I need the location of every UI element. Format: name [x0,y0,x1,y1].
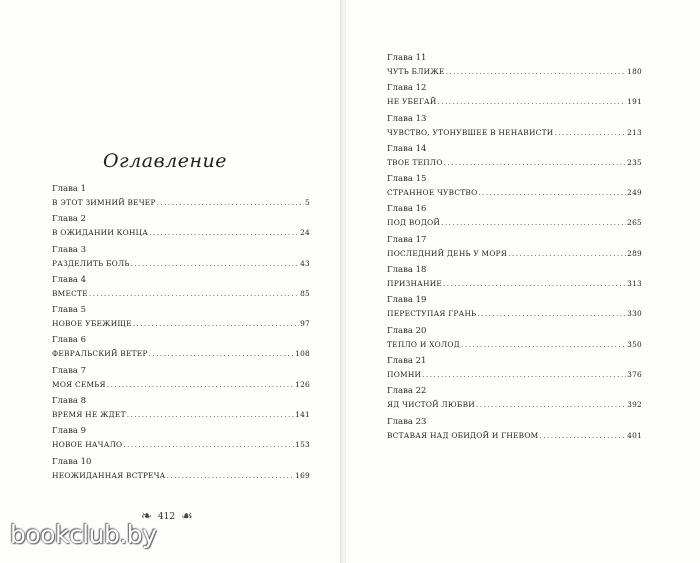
chapter-page: 126 [295,379,310,389]
chapter-row [52,288,310,299]
chapter-row [52,227,310,238]
toc-entry [387,204,642,234]
toc-entry [387,235,642,265]
chapter-number: Глава 16 [387,204,427,215]
chapter-number: Глава 20 [387,325,427,336]
chapter-number: Глава 6 [52,335,87,346]
chapter-number: Глава 4 [52,274,87,285]
dot-leader [461,339,626,350]
chapter-number: Глава 2 [52,214,87,225]
chapter-number: Глава 14 [387,143,427,154]
chapter-number: Глава 21 [387,355,427,366]
toc-title: Оглавление [102,150,227,172]
toc-entry [52,184,310,214]
chapter-title: ТВОЕ ТЕПЛО [387,157,443,167]
page-number: 412 [157,511,176,522]
chapter-number: Глава 18 [387,265,427,276]
chapter-title: МОЯ СЕМЬЯ [52,379,106,389]
dot-leader [554,127,626,138]
dot-leader [422,369,626,380]
chapter-title: РАЗДЕЛИТЬ БОЛЬ [52,258,130,268]
toc-entry [52,275,310,305]
dot-leader [476,399,626,410]
chapter-number: Глава 10 [52,456,92,467]
toc-entry [387,326,642,356]
chapter-title: НЕ УБЕГАЙ [387,97,437,107]
dot-leader [107,379,294,390]
chapter-row [387,248,642,259]
chapter-row [387,308,642,319]
chapter-number: Глава 7 [52,365,87,376]
chapter-row [387,217,642,228]
chapter-row [52,318,310,329]
chapter-title: ПОСЛЕДНИЙ ДЕНЬ У МОРЯ [387,248,508,258]
chapter-number: Глава 17 [387,234,427,245]
chapter-page: 235 [627,157,642,167]
chapter-title: ПОД ВОДОЙ [387,218,441,228]
chapter-page: 249 [627,188,642,198]
dot-leader [149,348,294,359]
toc-entry [387,417,642,447]
chapter-title: ЯД ЧИСТОЙ ЛЮБВИ [387,400,475,410]
dot-leader [478,187,626,198]
chapter-row [52,258,310,269]
toc-entry [387,265,642,295]
chapter-page: 24 [300,228,310,238]
toc-entry [387,144,642,174]
dot-leader [157,197,304,208]
chapter-title: ФЕВРАЛЬСКИЙ ВЕТЕР [52,349,148,359]
toc-entry [52,457,310,487]
dot-leader [477,308,626,319]
dot-leader [167,470,295,481]
chapter-row [387,278,642,289]
chapter-page: 330 [627,309,642,319]
chapter-title: ТЕПЛО И ХОЛОД [387,339,460,349]
toc-entry [387,83,642,113]
toc-entry [387,174,642,204]
dot-leader [446,66,627,77]
chapter-title: В ОЖИДАНИИ КОНЦА [52,228,149,238]
toc-entry [387,386,642,416]
dot-leader [444,157,626,168]
chapter-page: 265 [627,218,642,228]
chapter-row [52,409,310,420]
dot-leader [123,439,294,450]
toc-entry [387,295,642,325]
toc-list-right [387,53,642,447]
chapter-row [387,339,642,350]
chapter-page: 97 [300,319,310,329]
chapter-number: Глава 11 [387,53,427,63]
chapter-row [387,157,642,168]
dot-leader [508,248,626,259]
chapter-page: 376 [627,369,642,379]
chapter-row [387,127,642,138]
watermark: bookclub.by [10,520,157,549]
dot-leader [443,278,626,289]
toc-entry [52,305,310,335]
chapter-page: 153 [295,440,310,450]
chapter-page: 401 [627,430,642,440]
chapter-number: Глава 22 [387,386,427,397]
toc-entry [52,245,310,275]
chapter-page: 43 [300,258,310,268]
dot-leader [441,217,626,228]
ornament-right-icon: ☙ [181,509,193,524]
dot-leader [540,430,627,441]
chapter-number: Глава 9 [52,426,87,437]
toc-list-left [52,184,310,487]
toc-entry [52,426,310,456]
chapter-title: ВМЕСТЕ [52,288,88,298]
chapter-row [387,430,642,441]
chapter-title: ПЕРЕСТУПАЯ ГРАНЬ [387,309,477,319]
chapter-number: Глава 12 [387,83,427,94]
chapter-page: 350 [627,339,642,349]
chapter-title: В ЭТОТ ЗИМНИЙ ВЕЧЕР [52,198,156,207]
toc-entry [387,53,642,83]
dot-leader [133,318,299,329]
chapter-number: Глава 13 [387,113,427,124]
chapter-title: НОВОЕ НАЧАЛО [52,440,123,450]
toc-entry [52,366,310,396]
chapter-page: 313 [627,279,642,289]
toc-entry [52,335,310,365]
chapter-title: ВРЕМЯ НЕ ЖДЕТ [52,410,126,420]
chapter-number: Глава 1 [52,184,87,194]
chapter-page: 289 [627,248,642,258]
chapter-page: 191 [627,97,642,107]
toc-entry [52,396,310,426]
chapter-row [52,470,310,481]
chapter-title: ВСТАВАЯ НАД ОБИДОЙ И ГНЕВОМ [387,430,539,440]
chapter-title: ЧУВСТВО, УТОНУВШЕЕ В НЕНАВИСТИ [387,127,554,137]
chapter-title: НЕОЖИДАННАЯ ВСТРЕЧА [52,470,166,480]
chapter-row [52,379,310,390]
chapter-row [387,66,642,77]
chapter-row [52,439,310,450]
chapter-page: 392 [627,400,642,410]
dot-leader [131,258,300,269]
chapter-title: ЧУТЬ БЛИЖЕ [387,67,445,76]
chapter-number: Глава 15 [387,174,427,185]
dot-leader [149,227,299,238]
chapter-number: Глава 23 [387,416,427,427]
chapter-page: 108 [295,349,310,359]
chapter-page: 141 [295,410,310,420]
toc-entry [52,214,310,244]
dot-leader [89,288,299,299]
dot-leader [127,409,294,420]
toc-entry [387,114,642,144]
chapter-row [52,348,310,359]
chapter-number: Глава 5 [52,305,87,316]
chapter-number: Глава 3 [52,244,87,255]
chapter-title: ПОМНИ [387,369,422,379]
chapter-page: 180 [627,67,642,76]
chapter-row [387,96,642,107]
chapter-number: Глава 8 [52,396,87,407]
chapter-row [387,399,642,410]
chapter-row [387,369,642,380]
dot-leader [438,96,627,107]
toc-entry [387,356,642,386]
chapter-row [52,197,310,208]
chapter-page: 5 [305,198,310,207]
ornament-left-icon: ❧ [141,509,152,524]
chapter-title: СТРАННОЕ ЧУВСТВО [387,188,478,198]
chapter-page: 169 [295,470,310,480]
chapter-page: 85 [300,288,310,298]
chapter-page: 213 [627,127,642,137]
chapter-title: ПРИЗНАНИЕ [387,279,443,289]
chapter-title: НОВОЕ УБЕЖИЩЕ [52,319,132,329]
chapter-number: Глава 19 [387,295,427,306]
chapter-row [387,187,642,198]
